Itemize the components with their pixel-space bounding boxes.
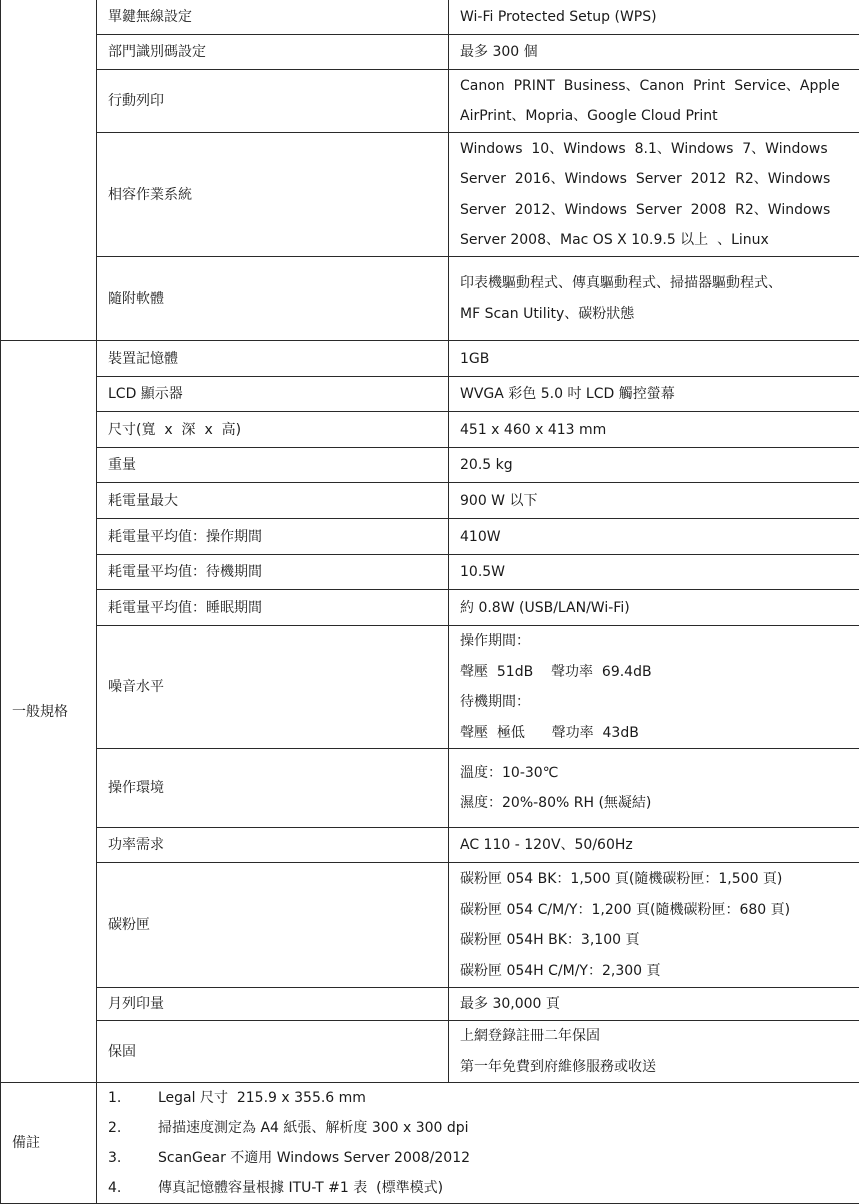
spec-value-line: WVGA 彩色 5.0 吋 LCD 觸控螢幕 <box>460 379 859 409</box>
spec-value <box>449 988 859 1021</box>
spec-value-line: 900 W 以下 <box>460 486 859 516</box>
spec-value <box>449 555 859 590</box>
spec-value-line: 最多 300 個 <box>460 37 859 67</box>
spec-value-line: Server 2012、Windows Server 2008 R2、Windows <box>460 195 859 226</box>
spec-value <box>449 0 859 35</box>
spec-value <box>449 828 859 863</box>
spec-value-line: MF Scan Utility、碳粉狀態 <box>460 299 859 330</box>
spec-label: 噪音水平 <box>97 626 449 749</box>
spec-value <box>449 863 859 988</box>
spec-value-line: 20.5 kg <box>460 450 859 480</box>
spec-value-line: Server 2008、Mac OS X 10.9.5 以上 、Linux <box>460 225 859 256</box>
section-label: 一般規格 <box>1 341 97 1083</box>
spec-label: 部門識別碼設定 <box>97 35 449 70</box>
spec-label: 單鍵無線設定 <box>97 0 449 35</box>
spec-label: 耗電量平均值：睡眠期間 <box>97 590 449 626</box>
spec-row <box>1 519 859 555</box>
spec-label: 碳粉匣 <box>97 863 449 988</box>
spec-value <box>449 35 859 70</box>
spec-row <box>1 133 859 257</box>
note-item <box>108 1113 859 1143</box>
note-item <box>108 1143 859 1173</box>
note-item <box>108 1173 859 1203</box>
spec-value <box>449 377 859 412</box>
spec-label: 裝置記憶體 <box>97 341 449 377</box>
spec-label: 尺寸(寬 x 深 x 高) <box>97 412 449 448</box>
note-number: 1. <box>108 1083 158 1113</box>
spec-value-line: 印表機驅動程式、傳真驅動程式、掃描器驅動程式、 <box>460 268 859 299</box>
spec-value-line: 碳粉匣 054H BK：3,100 頁 <box>460 925 859 956</box>
spec-value-line: 待機期間： <box>460 687 859 718</box>
spec-label: LCD 顯示器 <box>97 377 449 412</box>
section-label: 備註 <box>1 1083 97 1204</box>
spec-value-line: 10.5W <box>460 557 859 587</box>
spec-row <box>1 828 859 863</box>
spec-label: 重量 <box>97 448 449 483</box>
spec-value-line: AirPrint、Mopria、Google Cloud Print <box>460 101 859 132</box>
spec-label: 耗電量平均值：待機期間 <box>97 555 449 590</box>
spec-label: 月列印量 <box>97 988 449 1021</box>
spec-value-line: 第一年免費到府維修服務或收送 <box>460 1052 859 1083</box>
spec-value <box>449 483 859 519</box>
note-text: Legal 尺寸 215.9 x 355.6 mm <box>158 1090 366 1106</box>
spec-value-line: 聲壓 51dB 聲功率 69.4dB <box>460 657 859 688</box>
spec-label: 功率需求 <box>97 828 449 863</box>
spec-value-line: 碳粉匣 054 BK：1,500 頁(隨機碳粉匣：1,500 頁) <box>460 864 859 895</box>
spec-value-line: 溫度：10-30℃ <box>460 758 859 789</box>
spec-row <box>1 555 859 590</box>
spec-row <box>1 377 859 412</box>
spec-value-line: 約 0.8W (USB/LAN/Wi-Fi) <box>460 593 859 623</box>
spec-value-line: Windows 10、Windows 8.1、Windows 7、Windows <box>460 134 859 165</box>
section-label <box>1 0 97 341</box>
note-text: 掃描速度測定為 A4 紙張、解析度 300 x 300 dpi <box>158 1120 469 1136</box>
spec-row <box>1 412 859 448</box>
spec-row <box>1 749 859 828</box>
spec-value <box>449 749 859 828</box>
note-number: 2. <box>108 1113 158 1143</box>
note-item <box>108 1083 859 1113</box>
spec-label: 耗電量平均值：操作期間 <box>97 519 449 555</box>
spec-row <box>1 341 859 377</box>
note-text: ScanGear 不適用 Windows Server 2008/2012 <box>158 1150 470 1166</box>
spec-value-line: AC 110 - 120V、50/60Hz <box>460 830 859 860</box>
notes-list <box>97 1083 859 1204</box>
spec-value-line: Canon PRINT Business、Canon Print Service、Apple <box>460 71 859 102</box>
spec-row <box>1 988 859 1021</box>
spec-value-line: 451 x 460 x 413 mm <box>460 415 859 445</box>
spec-row <box>1 863 859 988</box>
spec-label: 操作環境 <box>97 749 449 828</box>
spec-value <box>449 257 859 341</box>
spec-value <box>449 1021 859 1083</box>
spec-row <box>1 1021 859 1083</box>
spec-value <box>449 590 859 626</box>
spec-value-line: 1GB <box>460 344 859 374</box>
spec-value-line: Server 2016、Windows Server 2012 R2、Windows <box>460 164 859 195</box>
spec-value-line: Wi-Fi Protected Setup (WPS) <box>460 2 859 32</box>
spec-value <box>449 341 859 377</box>
spec-row <box>1 626 859 749</box>
spec-value <box>449 133 859 257</box>
spec-row <box>1 70 859 133</box>
spec-value <box>449 448 859 483</box>
spec-value <box>449 519 859 555</box>
spec-value-line: 410W <box>460 522 859 552</box>
spec-row <box>1 448 859 483</box>
note-number: 3. <box>108 1143 158 1173</box>
spec-row <box>1 483 859 519</box>
spec-label: 保固 <box>97 1021 449 1083</box>
spec-value <box>449 626 859 749</box>
spec-row <box>1 257 859 341</box>
spec-value <box>449 70 859 133</box>
spec-label: 耗電量最大 <box>97 483 449 519</box>
spec-row <box>1 0 859 35</box>
spec-value <box>449 412 859 448</box>
notes-row <box>1 1083 859 1204</box>
spec-value-line: 碳粉匣 054H C/M/Y：2,300 頁 <box>460 956 859 987</box>
spec-label: 隨附軟體 <box>97 257 449 341</box>
spec-label: 相容作業系統 <box>97 133 449 257</box>
spec-table-body <box>1 0 859 1204</box>
spec-value-line: 操作期間： <box>460 626 859 657</box>
spec-value-line: 碳粉匣 054 C/M/Y：1,200 頁(隨機碳粉匣：680 頁) <box>460 895 859 926</box>
note-number: 4. <box>108 1173 158 1203</box>
spec-label: 行動列印 <box>97 70 449 133</box>
spec-value-line: 聲壓 極低 聲功率 43dB <box>460 718 859 749</box>
spec-value-line: 上網登錄註冊二年保固 <box>460 1021 859 1052</box>
note-text: 傳真記憶體容量根據 ITU-T #1 表 (標準模式) <box>158 1180 443 1196</box>
spec-row <box>1 35 859 70</box>
spec-row <box>1 590 859 626</box>
spec-value-line: 最多 30,000 頁 <box>460 989 859 1019</box>
spec-value-line: 濕度：20%-80% RH (無凝結) <box>460 788 859 819</box>
